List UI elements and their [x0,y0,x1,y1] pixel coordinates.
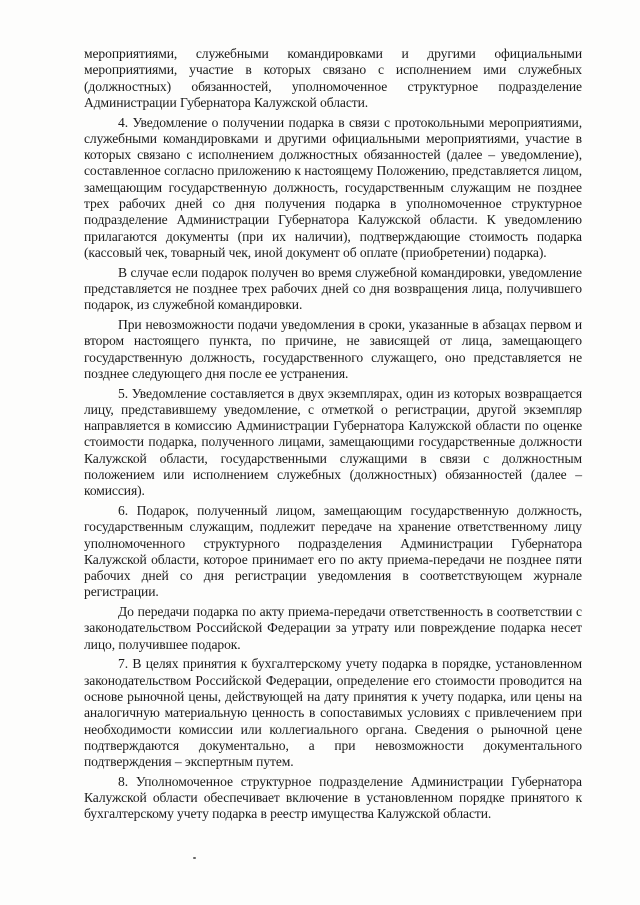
document-body [84,46,582,826]
paragraph-item-8: 8. Уполномоченное структурное подразделение Администрации Губернатора Калужской области обеспечивает включение в установленном порядке принятого к бухгалтерскому учету подарка в реестр имущества Калужской области. [84,773,582,822]
paragraph-responsibility: До передачи подарка по акту приема-передачи ответственность в соответствии с законодательством Российской Федерации за утрату или повреждение подарка несет лицо, получившее подарок. [84,604,582,652]
paragraph-continuation: мероприятиями, служебными командировками и другими официальными мероприятиями, участие в которых связано с исполнением ими служебных (должностных) обязанностей, уполномоченное структурное подразделение Администрации Губернатора Калужской области. [84,46,582,110]
paragraph-impossibility: При невозможности подачи уведомления в сроки, указанные в абзацах первом и втором настоящего пункта, по причине, не зависящей от лица, замещающего государственную должность, государственного служащего, оно представляется не позднее следующего дня после ее устранения. [84,316,582,381]
paragraph-business-trip: В случае если подарок получен во время служебной командировки, уведомление представляется не позднее трех рабочих дней со дня возвращения лица, получившего подарок, из служебной командировки. [84,264,582,313]
paragraph-item-6: 6. Подарок, полученный лицом, замещающим государственную должность, государственным служащим, подлежит передаче на хранение ответственному лицу уполномоченного структурного подразделения Администрации Губернатора Калужской области, которое принимает его по акту приема-передачи не позднее пяти рабочих дней со дня регистрации уведомления в соответствующем журнале регистрации. [84,502,582,600]
paragraph-item-5: 5. Уведомление составляется в двух экземплярах, один из которых возвращается лицу, представившему уведомление, с отметкой о регистрации, другой экземпляр направляется в комиссию Администрации Губернатора Калужской области по оценке стоимости подарка, полученного лицами, замещающими государственные должности Калужской области, государственными служащими в связи с должностным положением или исполнением служебных (должностных) обязанностей (далее – комиссия). [84,385,582,499]
paragraph-item-4: 4. Уведомление о получении подарка в связи с протокольными мероприятиями, служебными командировками и другими официальными мероприятиями, участие в которых связано с исполнением должностных обязанностей (далее – уведомление), составленное согласно приложению к настоящему Положению, представляется лицом, замещающим государственную должность, государственным служащим не позднее трех рабочих дней со дня получения подарка в уполномоченное структурное подразделение Администрации Губернатора Калужской области. К уведомлению прилагаются документы (при их наличии), подтверждающие стоимость подарка (кассовый чек, товарный чек, иной документ об оплате (приобретении) подарка). [84,114,582,260]
paragraph-item-7: 7. В целях принятия к бухгалтерскому учету подарка в порядке, установленном законодательством Российской Федерации, определение его стоимости проводится на основе рыночной цены, действующей на дату принятия к учету подарка, или цены на аналогичную материальную ценность в сопоставимых условиях с привлечением при необходимости комиссии или коллегиального органа. Сведения о рыночной цене подтверждаются документально, а при невозможности документального подтверждения – экспертным путем. [84,656,582,770]
scan-speck [193,857,196,859]
